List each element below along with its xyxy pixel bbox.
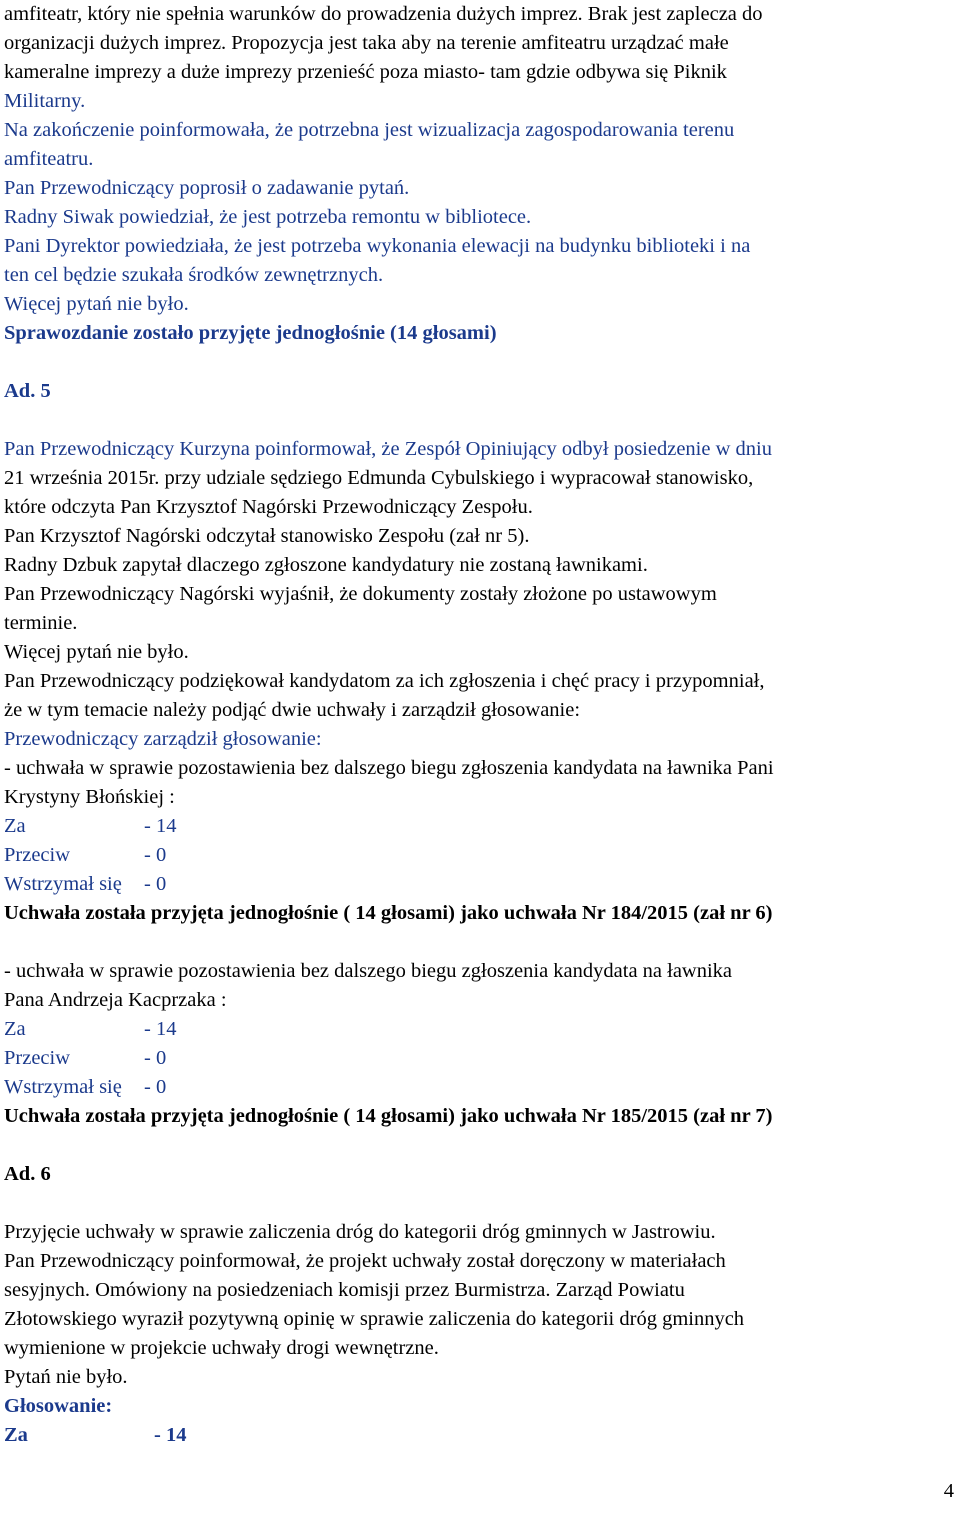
text-line: amfiteatru. — [4, 148, 94, 170]
vote-row-za — [4, 812, 956, 841]
spacer — [4, 1189, 956, 1218]
text-line: Radny Siwak powiedział, że jest potrzeba remontu w bibliotece. — [4, 206, 532, 228]
text-line: Pan Przewodniczący poinformował, że projekt uchwały został doręczony w materiałach — [4, 1250, 726, 1272]
resolution-result: Uchwała została przyjęta jednogłośnie ( 14 głosami) jako uchwała Nr 185/2015 (zał nr 7) — [4, 1105, 773, 1127]
text-line: Pan Przewodniczący Kurzyna poinformował, że Zespół Opiniujący odbył posiedzenie w dniu — [4, 438, 772, 460]
vote-row-wstrzymal — [4, 1073, 956, 1102]
vote-label: Przeciw — [4, 844, 71, 866]
spacer — [4, 348, 956, 377]
vote-label: Przeciw — [4, 1047, 71, 1069]
spacer — [4, 1131, 956, 1160]
spacer — [4, 406, 956, 435]
vote-value: - 0 — [144, 844, 167, 866]
vote-label: Za — [4, 1018, 26, 1040]
vote-value: - 0 — [144, 1047, 167, 1069]
text-line: Na zakończenie poinformowała, że potrzebna jest wizualizacja zagospodarowania terenu — [4, 119, 735, 141]
vote-row-za — [4, 1421, 956, 1450]
text-line: Więcej pytań nie było. — [4, 293, 189, 315]
vote-value: - 14 — [144, 815, 177, 837]
text-line: amfiteatr, który nie spełnia warunków do prowadzenia dużych imprez. Brak jest zaplecza do — [4, 3, 763, 25]
text-line: - uchwała w sprawie pozostawienia bez dalszego biegu zgłoszenia kandydata na ławnika — [4, 960, 733, 982]
text-line: które odczyta Pan Krzysztof Nagórski Przewodniczący Zespołu. — [4, 496, 533, 518]
vote-row-przeciw — [4, 1044, 956, 1073]
text-line: terminie. — [4, 612, 78, 634]
text-line: wymienione w projekcie uchwały drogi wewnętrzne. — [4, 1337, 439, 1359]
vote-label: Wstrzymał się — [4, 1076, 122, 1098]
vote-value: - 0 — [144, 873, 167, 895]
text-line: Krystyny Błońskiej : — [4, 786, 175, 808]
text-line: Pan Przewodniczący podziękował kandydatom za ich zgłoszenia i chęć pracy i przypomniał, — [4, 670, 765, 692]
vote-label: Za — [4, 815, 26, 837]
voting-heading: Głosowanie: — [4, 1395, 113, 1417]
vote-row-przeciw — [4, 841, 956, 870]
text-line: Złotowskiego wyraził pozytywną opinię w sprawie zaliczenia do kategorii dróg gminnych — [4, 1308, 745, 1330]
text-line: Więcej pytań nie było. — [4, 641, 189, 663]
text-line: Pana Andrzeja Kacprzaka : — [4, 989, 227, 1011]
vote-row-wstrzymal — [4, 870, 956, 899]
vote-label: Za — [4, 1424, 28, 1446]
vote-value: - 14 — [144, 1018, 177, 1040]
text-line: Pan Krzysztof Nagórski odczytał stanowisko Zespołu (zał nr 5). — [4, 525, 530, 547]
text-line: Przyjęcie uchwały w sprawie zaliczenia dróg do kategorii dróg gminnych w Jastrowiu. — [4, 1221, 716, 1243]
text-line: Pan Przewodniczący poprosił o zadawanie pytań. — [4, 177, 410, 199]
text-line: - uchwała w sprawie pozostawienia bez dalszego biegu zgłoszenia kandydata na ławnika Pani — [4, 757, 774, 779]
vote-value: - 14 — [154, 1424, 187, 1446]
text-line: Przewodniczący zarządził głosowanie: — [4, 728, 322, 750]
page-number: 4 — [943, 1480, 954, 1502]
spacer — [4, 928, 956, 957]
text-line: Pytań nie było. — [4, 1366, 128, 1388]
text-line: kameralne imprezy a duże imprezy przenieść poza miasto- tam gdzie odbywa się Piknik — [4, 61, 727, 83]
text-line: sesyjnych. Omówiony na posiedzeniach komisji przez Burmistrza. Zarząd Powiatu — [4, 1279, 685, 1301]
text-line: 21 września 2015r. przy udziale sędziego Edmunda Cybulskiego i wypracował stanowisko, — [4, 467, 754, 489]
text-line: Militarny. — [4, 90, 86, 112]
vote-value: - 0 — [144, 1076, 167, 1098]
text-line: Pan Przewodniczący Nagórski wyjaśnił, że dokumenty zostały złożone po ustawowym — [4, 583, 717, 605]
vote-label: Wstrzymał się — [4, 873, 122, 895]
section-heading-ad6: Ad. 6 — [4, 1163, 51, 1185]
vote-row-za — [4, 1015, 956, 1044]
section-heading-ad5: Ad. 5 — [4, 380, 51, 402]
text-line: ten cel będzie szukała środków zewnętrznych. — [4, 264, 384, 286]
resolution-result: Sprawozdanie zostało przyjęte jednogłośnie (14 głosami) — [4, 322, 497, 344]
text-line: Pani Dyrektor powiedziała, że jest potrzeba wykonania elewacji na budynku biblioteki i na — [4, 235, 751, 257]
resolution-result: Uchwała została przyjęta jednogłośnie ( 14 głosami) jako uchwała Nr 184/2015 (zał nr 6) — [4, 902, 773, 924]
text-line: organizacji dużych imprez. Propozycja jest taka aby na terenie amfiteatru urządzać małe — [4, 32, 729, 54]
text-line: Radny Dzbuk zapytał dlaczego zgłoszone kandydatury nie zostaną ławnikami. — [4, 554, 648, 576]
text-line: że w tym temacie należy podjąć dwie uchwały i zarządził głosowanie: — [4, 699, 581, 721]
document-page — [4, 0, 956, 1450]
